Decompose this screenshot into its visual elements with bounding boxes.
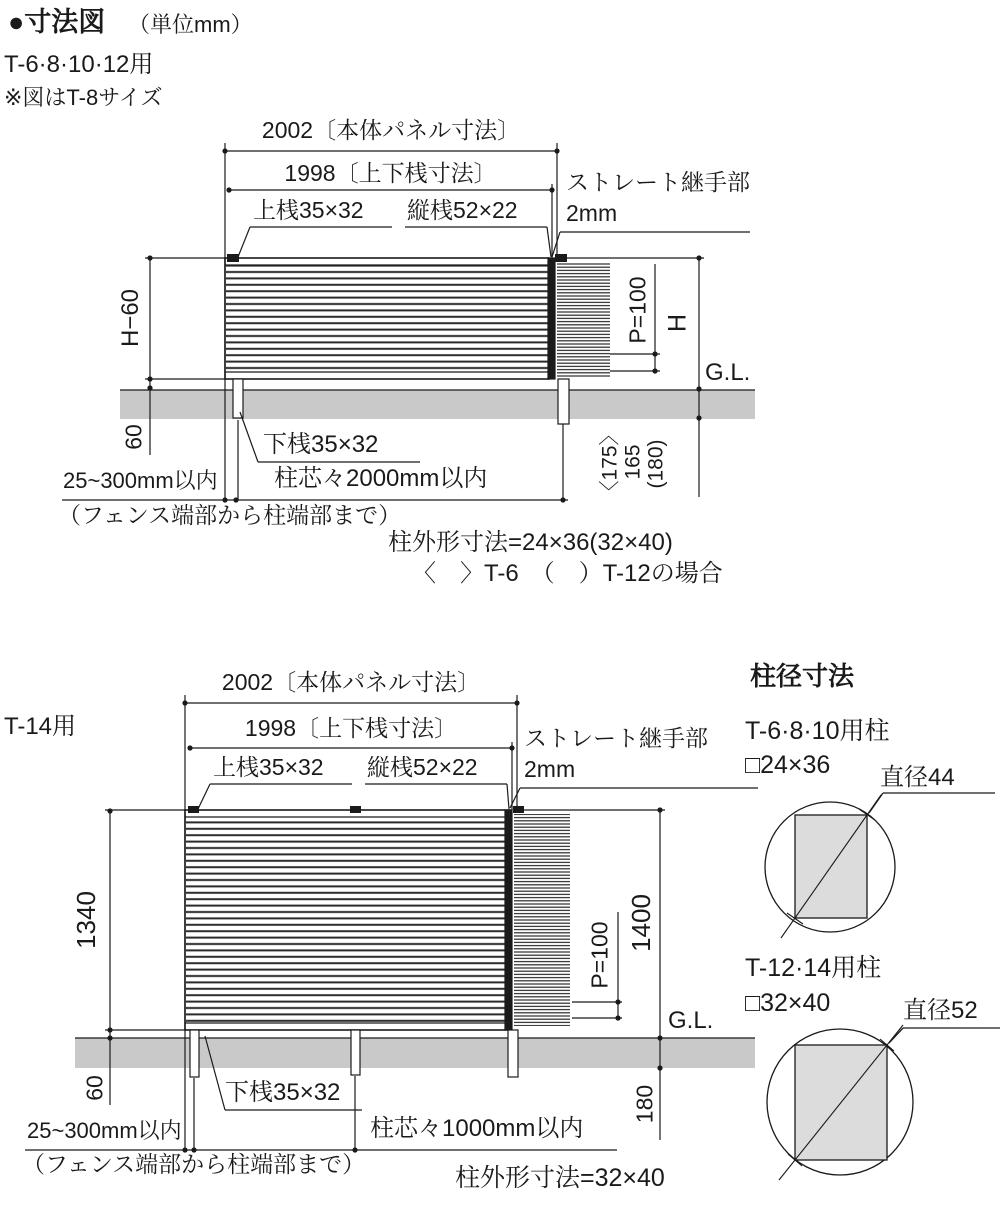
d1-post-size-note2: 〈 〉T-6 （ ）T-12の場合 <box>412 560 723 587</box>
d2-model-label: T-14用 <box>4 713 77 740</box>
d1-joint-label: ストレート継手部 <box>566 169 750 195</box>
joint-vertical-rail-bottom <box>505 810 512 1030</box>
d2-vertical-rail-label: 縦桟52×22 <box>367 754 478 780</box>
d1-post-size-note: 柱外形寸法=24×36(32×40) <box>388 529 673 556</box>
d2-panel-width-dim: 2002〔本体パネル寸法〕 <box>221 669 481 695</box>
buried-post <box>233 379 243 418</box>
d2-panel-height-dim: 1340 <box>71 891 101 949</box>
joint-vertical-rail-top <box>548 258 555 379</box>
d1-joint-gap-label: 2mm <box>566 200 618 226</box>
d2-bottom-gap-dim: 60 <box>81 1075 108 1101</box>
d2-joint-label: ストレート継手部 <box>524 725 708 751</box>
next-panel-hint-top <box>557 262 610 377</box>
d1-pitch-dim: P=100 <box>624 276 651 344</box>
post-cap <box>350 806 361 813</box>
d1-bottom-rail-label: 下桟35×32 <box>263 431 379 458</box>
d1-embed-t6-dim: 〈175〉 <box>598 424 622 502</box>
fence-panel-louvers-bottom <box>186 817 509 1022</box>
d1-embed-t12-dim: (180) <box>644 439 668 489</box>
d1-end-offset-dim: 25~300mm以内 <box>63 468 218 493</box>
post-cap <box>188 806 199 813</box>
d1-post-span-dim: 柱芯々2000mm以内 <box>274 465 488 492</box>
d1-ground-label: G.L. <box>705 359 751 386</box>
post-cap <box>227 254 239 262</box>
buried-post <box>558 379 569 424</box>
d2-ground-label: G.L. <box>668 1007 714 1034</box>
buried-post <box>351 1030 360 1075</box>
post1-diameter: 直径44 <box>880 764 955 791</box>
size-note: ※図はT-8サイズ <box>4 85 163 110</box>
d1-rail-width-dim: 1998〔上下桟寸法〕 <box>284 160 497 186</box>
ground-band-bottom <box>75 1038 755 1068</box>
d2-end-offset-dim: 25~300mm以内 <box>27 1118 182 1143</box>
d1-bottom-gap-dim: 60 <box>120 424 147 450</box>
unit-note: （単位mm） <box>128 12 253 37</box>
d1-end-note: （フェンス端部から柱端部まで） <box>58 502 402 528</box>
d2-joint-gap-label: 2mm <box>524 756 576 782</box>
d1-panel-height-dim: H−60 <box>117 288 144 348</box>
d2-end-note: （フェンス端部から柱端部まで） <box>22 1151 366 1177</box>
d2-top-rail-label: 上桟35×32 <box>213 754 324 780</box>
post2-model: T-12·14用柱 <box>745 954 882 982</box>
post1-model: T-6·8·10用柱 <box>745 717 890 745</box>
d2-height-dim: 1400 <box>626 894 656 952</box>
buried-post <box>508 1030 518 1077</box>
page-title: ●寸法図 <box>8 7 106 37</box>
post2-size: □32×40 <box>745 989 831 1017</box>
d1-vertical-rail-label: 縦桟52×22 <box>407 197 518 223</box>
buried-post <box>190 1030 199 1077</box>
d1-top-rail-label: 上桟35×32 <box>253 197 364 223</box>
post-diameter-diagrams <box>765 793 1000 1180</box>
d2-post-span-dim: 柱芯々1000mm以内 <box>370 1115 584 1142</box>
d2-pitch-dim: P=100 <box>586 921 613 989</box>
d2-post-size-note: 柱外形寸法=32×40 <box>455 1164 665 1192</box>
model-list: T-6·8·10·12用 <box>4 51 154 78</box>
d1-panel-width-dim: 2002〔本体パネル寸法〕 <box>261 117 521 143</box>
next-panel-hint-bottom <box>514 814 570 1026</box>
post-dia-heading: 柱径寸法 <box>750 661 855 691</box>
fence-panel-louvers-top <box>226 265 548 372</box>
d2-bottom-rail-label: 下桟35×32 <box>225 1079 341 1106</box>
d2-rail-width-dim: 1998〔上下桟寸法〕 <box>244 715 458 741</box>
d2-embed-dim: 180 <box>631 1084 658 1124</box>
post2-diameter: 直径52 <box>903 997 978 1024</box>
d1-height-dim: H <box>663 313 692 333</box>
d1-embed-dim: 165 <box>621 444 645 480</box>
ground-band-top <box>120 390 755 419</box>
post1-size: □24×36 <box>745 751 831 779</box>
